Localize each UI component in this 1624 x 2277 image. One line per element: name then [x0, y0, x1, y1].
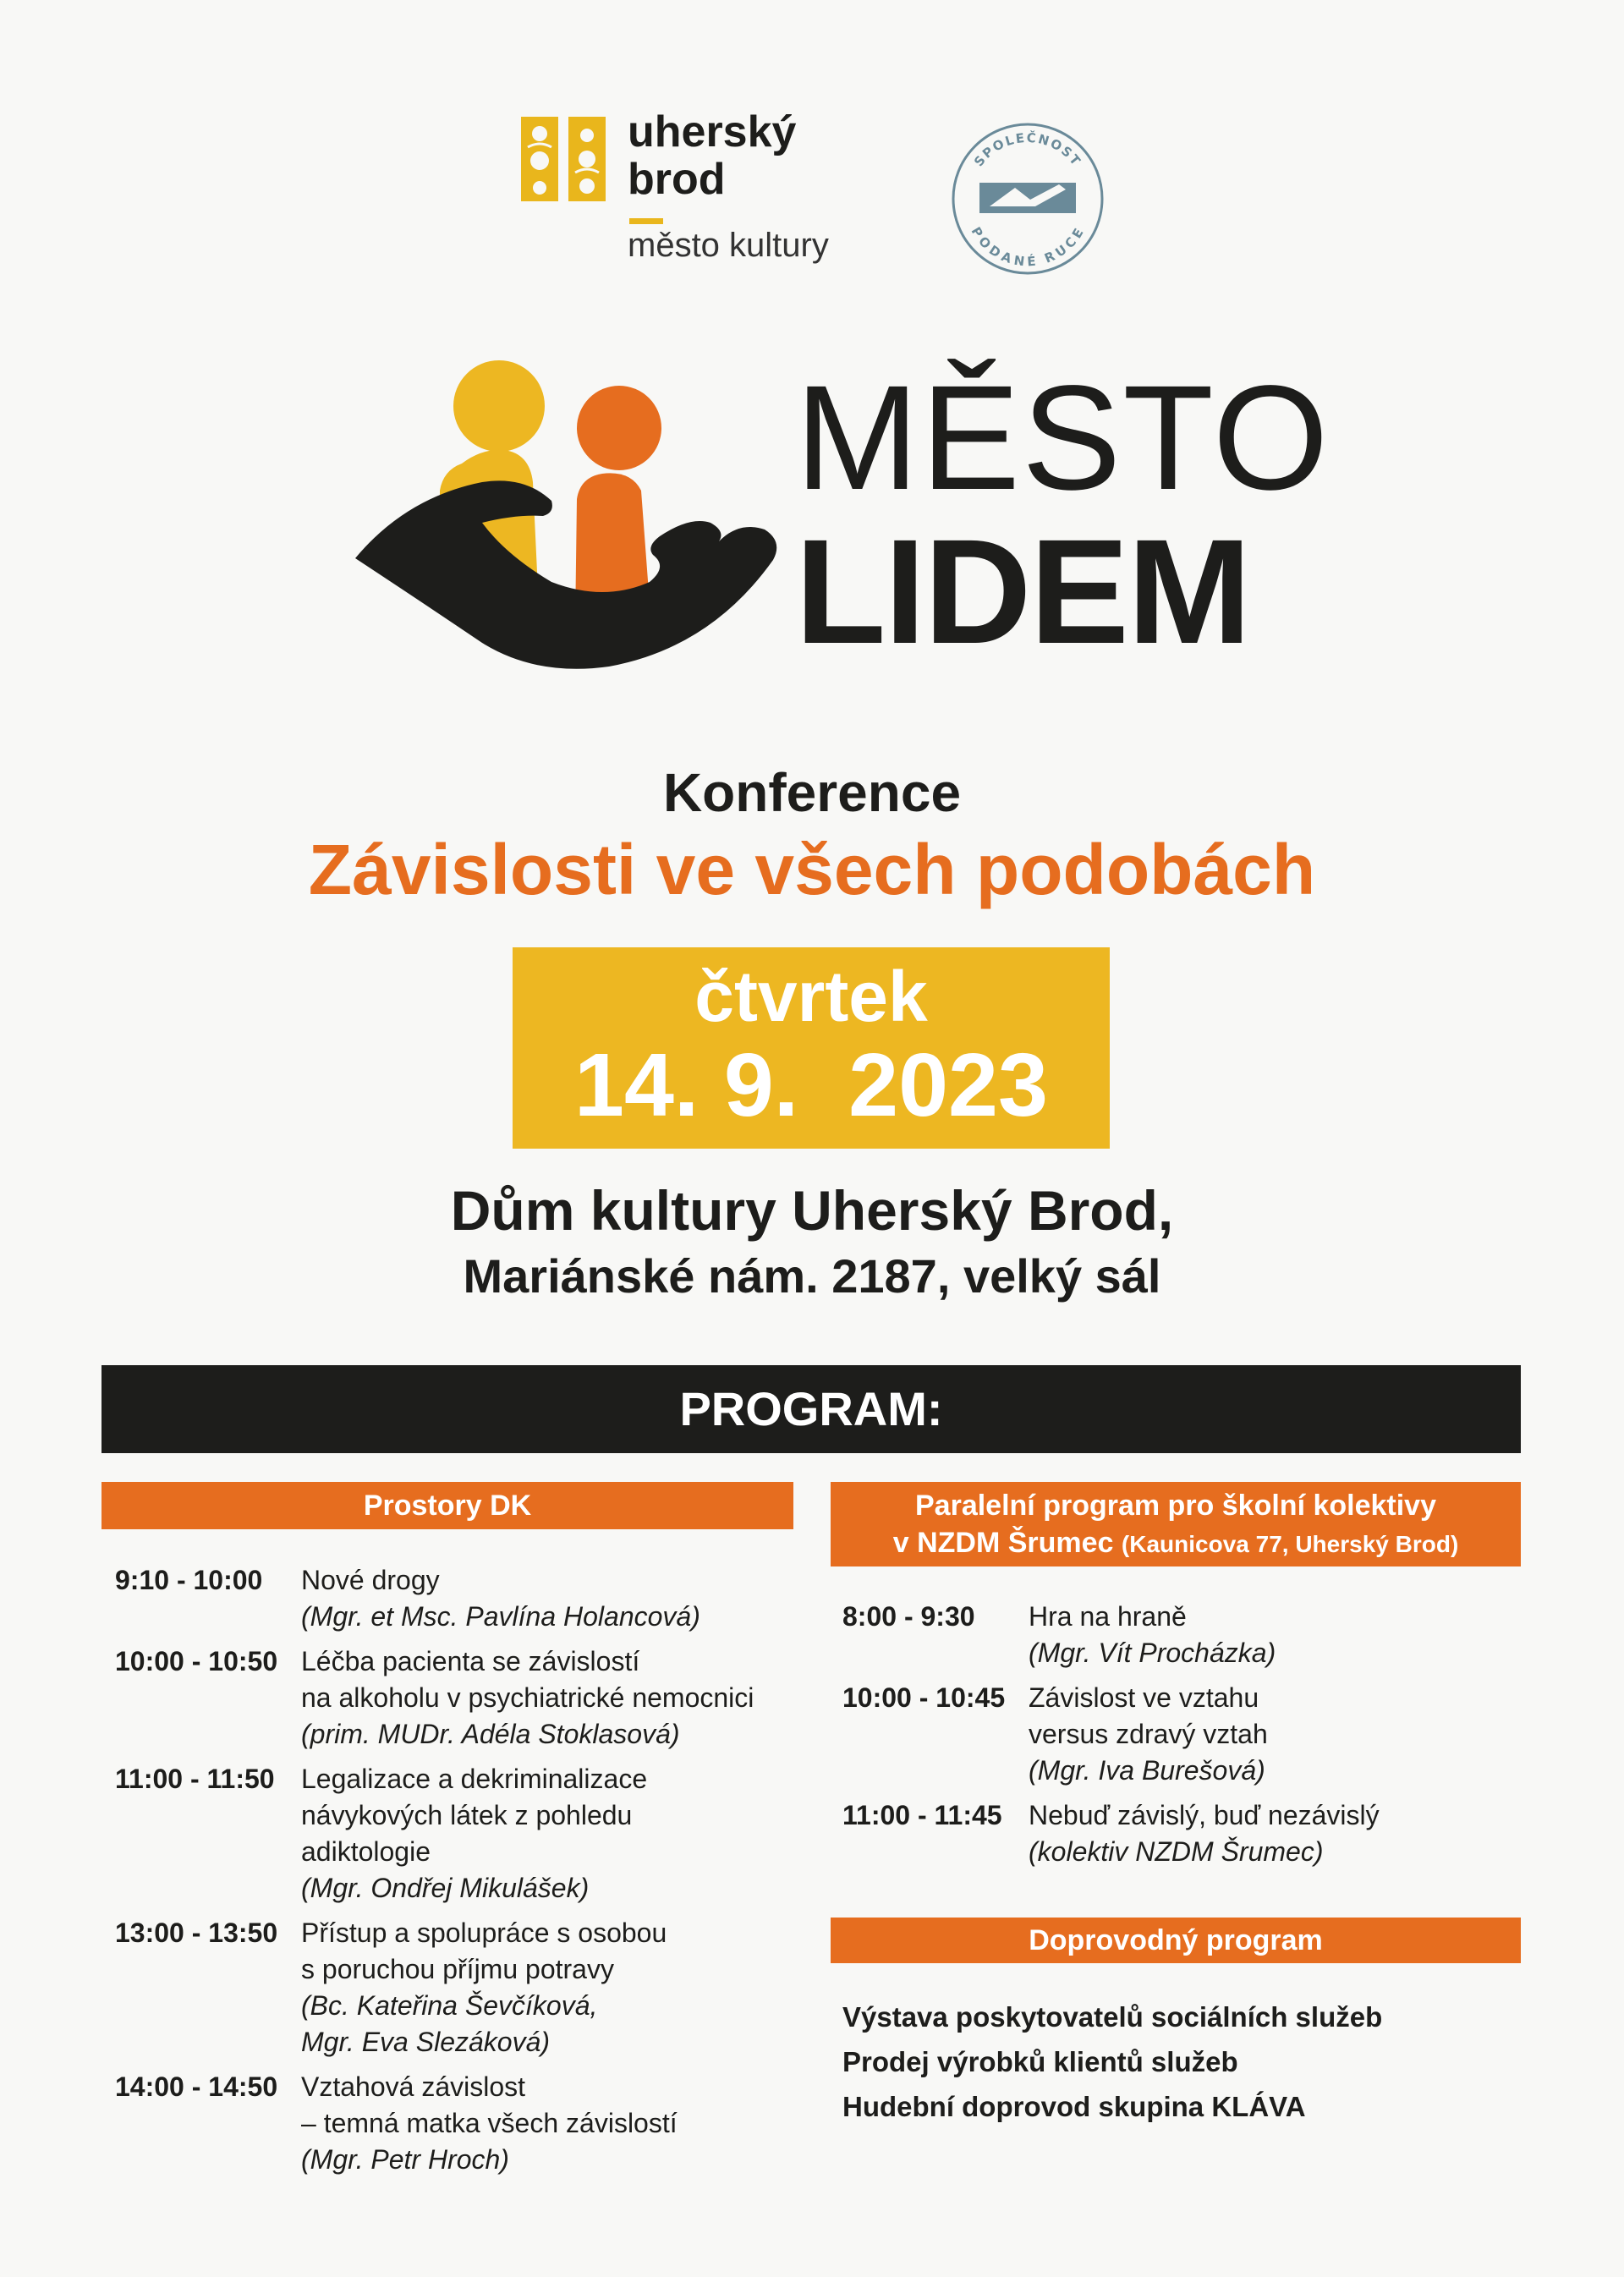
date-box [513, 947, 1110, 1149]
talk-title-line: Nebuď závislý, buď nezávislý [1029, 1800, 1380, 1830]
schedule-time: 11:00 - 11:45 [842, 1800, 1002, 1830]
city-logo-subtitle: město kultury [628, 227, 829, 264]
schedule-description [301, 1915, 792, 2060]
talk-title-line: – temná matka všech závislostí [301, 2108, 678, 2138]
talk-title-line: Nové drogy [301, 1565, 440, 1595]
speaker-line: (prim. MUDr. Adéla Stoklasová) [301, 1719, 680, 1749]
schedule-row [115, 1562, 792, 1635]
talk-title-line: versus zdravý vztah [1029, 1719, 1268, 1749]
schedule-description [301, 1761, 792, 1907]
city-logo-line1: uherský [628, 107, 797, 156]
speaker-line: (Mgr. Petr Hroch) [301, 2144, 509, 2175]
speaker-line: (Mgr. Vít Procházka) [1029, 1638, 1276, 1668]
accompanying-item: Hudební doprovod skupina KLÁVA [842, 2091, 1306, 2122]
right-heading-line2 [831, 1524, 1521, 1563]
city-logo-line2: brod [628, 155, 726, 204]
talk-title-line: na alkoholu v psychiatrické nemocnici [301, 1682, 754, 1713]
venue-line1: Dům kultury Uherský Brod, [450, 1179, 1174, 1242]
speaker-line: (Mgr. et Msc. Pavlína Holancová) [301, 1601, 700, 1632]
talk-title-line: Hra na hraně [1029, 1601, 1187, 1632]
schedule-description [1029, 1680, 1519, 1789]
hand-with-figures-logo [355, 355, 787, 685]
speaker-line: (Mgr. Iva Burešová) [1029, 1755, 1265, 1786]
schedule-row [115, 1915, 792, 2060]
schedule-time: 10:00 - 10:45 [842, 1682, 1006, 1713]
right-column-heading [831, 1482, 1521, 1566]
talk-title-line: Přístup a spolupráce s osobou [301, 1918, 667, 1948]
accompanying-item: Prodej výrobků klientů služeb [842, 2046, 1238, 2077]
schedule-description [1029, 1797, 1519, 1870]
schedule-description [301, 1643, 792, 1753]
accompanying-item: Výstava poskytovatelů sociálních služeb [842, 2001, 1383, 2033]
speaker-line: (kolektiv NZDM Šrumec) [1029, 1836, 1324, 1867]
schedule-time: 13:00 - 13:50 [115, 1918, 278, 1948]
speaker-line: (Bc. Kateřina Ševčíková, [301, 1990, 598, 2021]
schedule-description [1029, 1599, 1519, 1671]
left-schedule [115, 1562, 792, 2186]
event-date: 14. 9. 2023 [574, 1035, 1048, 1135]
schedule-row [115, 2069, 792, 2178]
accompanying-heading: Doprovodný program [831, 1918, 1521, 1963]
schedule-time: 8:00 - 9:30 [842, 1601, 975, 1632]
schedule-description [301, 2069, 792, 2178]
event-kind: Konference [662, 762, 962, 823]
speaker-line: Mgr. Eva Slezáková) [301, 2027, 551, 2057]
schedule-description [301, 1562, 792, 1635]
event-title: Závislosti ve všech podobách [308, 830, 1316, 909]
talk-title-line: Léčba pacienta se závislostí [301, 1646, 640, 1676]
right-schedule [842, 1599, 1519, 1879]
main-logo-line2: LIDEM [795, 509, 1250, 675]
schedule-time: 9:10 - 10:00 [115, 1565, 263, 1595]
talk-title-line: Legalizace a dekriminalizace [301, 1764, 648, 1794]
talk-title-line: s poruchou příjmu potravy [301, 1954, 614, 1984]
talk-title-line: návykových látek z pohledu [301, 1800, 633, 1830]
partner-logo-bottom-text: PODANÉ RUCE [968, 224, 1088, 270]
main-logo-line1: MĚSTO [795, 355, 1330, 521]
spolecnost-podane-ruce-logo [947, 118, 1108, 279]
talk-title-line: adiktologie [301, 1836, 431, 1867]
schedule-time: 10:00 - 10:50 [115, 1646, 278, 1676]
schedule-row [115, 1761, 792, 1907]
event-day: čtvrtek [694, 957, 928, 1036]
schedule-row [842, 1599, 1519, 1671]
city-logo-underline [629, 218, 663, 224]
program-heading: PROGRAM: [102, 1365, 1521, 1453]
right-heading-address: (Kaunicova 77, Uherský Brod) [1121, 1531, 1459, 1557]
city-logo-text [628, 108, 796, 203]
schedule-row [842, 1680, 1519, 1789]
venue-line2: Mariánské nám. 2187, velký sál [463, 1249, 1161, 1303]
right-heading-location: v NZDM Šrumec [892, 1527, 1114, 1559]
schedule-time: 14:00 - 14:50 [115, 2071, 278, 2102]
partner-logo-top-text: SPOLEČNOST [971, 129, 1084, 170]
speaker-line: (Mgr. Ondřej Mikulášek) [301, 1873, 590, 1903]
uhersky-brod-emblem [521, 117, 606, 201]
schedule-time: 11:00 - 11:50 [115, 1764, 275, 1794]
schedule-row [842, 1797, 1519, 1870]
talk-title-line: Vztahová závislost [301, 2071, 526, 2102]
left-column-heading: Prostory DK [102, 1482, 793, 1529]
accompanying-list [842, 1994, 1519, 2129]
svg-text:PODANÉ RUCE [968, 224, 1088, 269]
schedule-row [115, 1643, 792, 1753]
right-heading-line1: Paralelní program pro školní kolektivy [915, 1490, 1436, 1522]
talk-title-line: Závislost ve vztahu [1029, 1682, 1259, 1713]
